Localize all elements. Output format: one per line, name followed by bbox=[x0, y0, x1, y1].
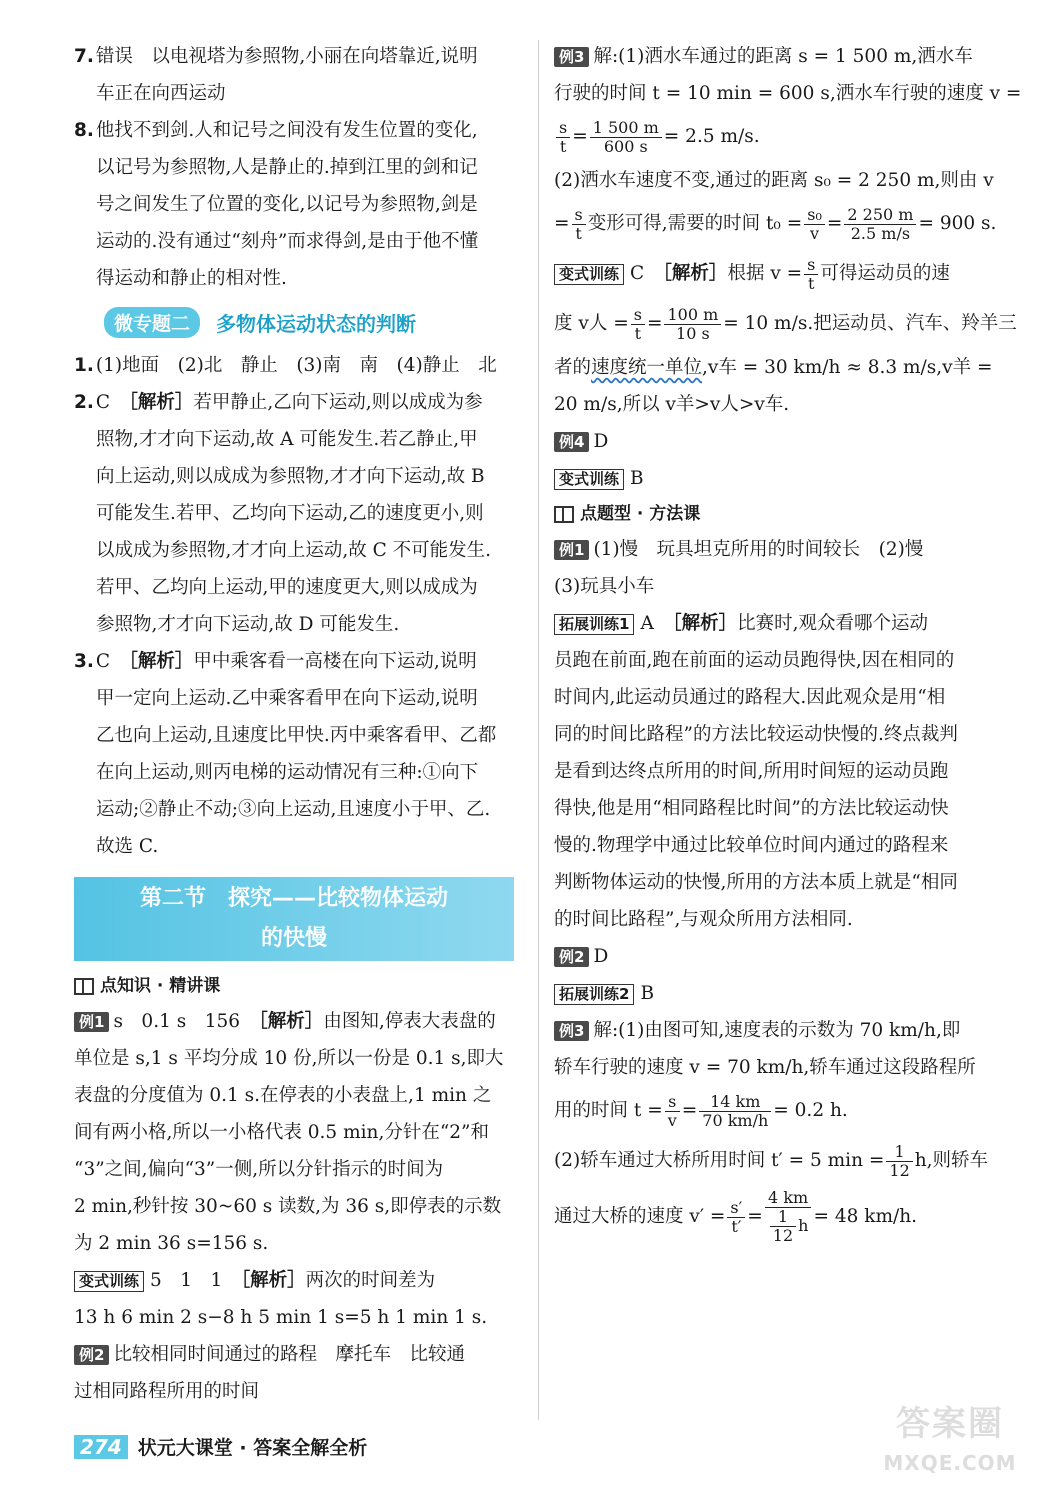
extension-training-tag: 拓展训练2 bbox=[554, 984, 634, 1005]
micro-topic-badge: 微专题二 bbox=[104, 307, 200, 338]
example-tag: 例1 bbox=[74, 1012, 109, 1032]
fraction: $\frac{s}{t}$ bbox=[556, 119, 570, 156]
book-icon bbox=[554, 506, 574, 523]
example-tag: 例3 bbox=[554, 1021, 589, 1041]
ext1-line7: 慢的.物理学中通过比较单位时间内通过的路程来 bbox=[554, 835, 949, 856]
q8-line5: 得运动和静止的相对性. bbox=[96, 268, 287, 289]
fraction: $\frac{s}{t}$ bbox=[631, 306, 645, 343]
extension-training-tag: 拓展训练1 bbox=[554, 614, 634, 635]
fraction: $\frac{1 500 m}{600 s}$ bbox=[590, 119, 662, 156]
ext1-line6: 得快,他是用“相同路程比时间”的方法比较运动快 bbox=[554, 798, 949, 819]
fraction: $\frac{s}{v}$ bbox=[665, 1093, 680, 1130]
m2-number: 2. bbox=[74, 392, 94, 413]
var2-line4: 20 m/s,所以 v羊>v人>v车. bbox=[554, 394, 790, 415]
micro-topic-heading bbox=[104, 305, 524, 339]
t1-line1: 例1 (1)慢 玩具坦克所用的时间较长 (2)慢 bbox=[554, 531, 1006, 568]
ext1-line9: 的时间比路程”,与观众所用方法相同. bbox=[554, 909, 853, 930]
m3-line2: 甲一定向上运动.乙中乘客看甲在向下运动,说明 bbox=[96, 688, 478, 709]
m3-line1: 3. C ［解析］甲中乘客看一高楼在向下运动,说明 bbox=[74, 651, 477, 672]
q8-line2: 以记号为参照物,人是静止的.掉到江里的剑和记 bbox=[96, 157, 478, 178]
q8-number: 8. bbox=[74, 120, 94, 141]
m2-line5: 以成成为参照物,才才向上运动,故 C 不可能发生. bbox=[96, 540, 492, 561]
m2-line3: 向上运动,则以成成为参照物,才才向下运动,故 B bbox=[96, 466, 485, 487]
m3-number: 3. bbox=[74, 651, 94, 672]
m2-line2: 照物,才才向下运动,故 A 可能发生.若乙静止,甲 bbox=[96, 429, 478, 450]
m3-line3: 乙也向上运动,且速度比甲快.丙中乘客看甲、乙都 bbox=[96, 725, 497, 746]
book-icon bbox=[74, 978, 94, 995]
variant-training-tag: 变式训练 bbox=[554, 264, 624, 285]
book-title: 状元大课堂 · 答案全解全析 bbox=[137, 1437, 368, 1459]
section-title-line1: 第二节 探究——比较物体运动 bbox=[139, 886, 448, 911]
fraction: $\frac{14 km}{70 km/h}$ bbox=[699, 1093, 771, 1130]
ext1-line5: 是看到达终点所用的时间,所用时间短的运动员跑 bbox=[554, 761, 949, 782]
t3-line5: 通过大桥的速度 v′ = $\frac{s'}{t'}$ = 4 km $\frac{1}{12}$ h = 48 km/h. bbox=[554, 1188, 918, 1245]
var2-line1: 变式训练 C ［解析］根据 v = $\frac{s}{t}$ 可得运动员的速 bbox=[554, 249, 1006, 299]
ex3-line3: $\frac{s}{t}$ = $\frac{1 500 m}{600 s}$ = 2.5 m/s. bbox=[554, 112, 1006, 162]
m2-line7: 参照物,才才向下运动,故 D 可能发生. bbox=[96, 614, 400, 635]
compound-fraction: 4 km $\frac{1}{12}$ h bbox=[765, 1189, 812, 1245]
var2-line3: 者的速度统一单位,v车 = 30 km/h ≈ 8.3 m/s,v羊 = bbox=[554, 357, 993, 378]
example-tag: 例1 bbox=[554, 540, 589, 560]
watermark-url: MXQE.COM bbox=[883, 1451, 1017, 1475]
example-tag: 例2 bbox=[74, 1345, 109, 1365]
var1-line1: 变式训练 5 1 1 ［解析］两次的时间差为 bbox=[74, 1262, 524, 1299]
fraction: $\frac{2 250 m}{2.5 m/s}$ bbox=[844, 206, 916, 243]
variant-training-tag: 变式训练 bbox=[74, 1271, 144, 1292]
wavy-underlined-text: 速度统一单位 bbox=[591, 357, 703, 378]
var1-line2: 13 h 6 min 2 s−8 h 5 min 1 s=5 h 1 min 1 s. bbox=[74, 1307, 488, 1328]
ex3-line5: = $\frac{s}{t}$ 变形可得,需要的时间 t₀ = $\frac{\text{s₀}}{v}$ = $\frac{2 250 m}{2.5 m/s}$ = 900 s. bbox=[554, 204, 997, 243]
ex1-line6: 2 min,秒针按 30~60 s 读数,为 36 s,即停表的示数 bbox=[74, 1196, 502, 1217]
ex2-line1: 例2 比较相同时间通过的路程 摩托车 比较通 bbox=[74, 1336, 524, 1373]
ext1-line4: 同的时间比路程”的方法比较运动快慢的.终点裁判 bbox=[554, 724, 958, 745]
example-tag: 例4 bbox=[554, 432, 589, 452]
fraction: $\frac{100 m}{10 s}$ bbox=[664, 306, 721, 343]
ex2-line2: 过相同路程所用的时间 bbox=[74, 1381, 260, 1402]
m3-line6: 故选 C. bbox=[96, 836, 159, 857]
q8-line4: 运动的.没有通过“刻舟”而求得剑,是由于他不懂 bbox=[96, 231, 479, 252]
ex1-line5: “3”之间,偏向“3”一侧,所以分针指示的时间为 bbox=[74, 1159, 444, 1180]
column-divider bbox=[538, 40, 539, 1420]
m2-line1: 2. C ［解析］若甲静止,乙向下运动,则以成成为参 bbox=[74, 392, 483, 413]
q7-line1: 7. 错误 以电视塔为参照物,小丽在向塔靠近,说明 bbox=[74, 46, 478, 67]
ex1-line2: 单位是 s,1 s 平均分成 10 份,所以一份是 0.1 s,即大 bbox=[74, 1048, 504, 1069]
m1-number: 1. bbox=[74, 355, 94, 376]
m3-line4: 在向上运动,则丙电梯的运动情况有三种:①向下 bbox=[96, 762, 479, 783]
sub-heading-knowledge: 点知识 · 精讲课 bbox=[74, 969, 524, 1003]
page-number: 274 bbox=[74, 1435, 128, 1459]
analysis-tag: ［解析］ bbox=[662, 263, 728, 284]
analysis-tag: ［解析］ bbox=[128, 651, 194, 672]
analysis-tag: ［解析］ bbox=[240, 1270, 306, 1291]
fraction: $\frac{1}{12}$ bbox=[770, 1208, 796, 1245]
fraction: $\frac{\text{s₀}}{v}$ bbox=[804, 206, 825, 243]
analysis-tag: ［解析］ bbox=[672, 613, 738, 634]
ext2-line: 拓展训练2 B bbox=[554, 975, 1006, 1012]
ex1-line7: 为 2 min 36 s=156 s. bbox=[74, 1233, 269, 1254]
q7-line2: 车正在向西运动 bbox=[96, 83, 226, 104]
m3-line5: 运动;②静止不动;③向上运动,且速度小于甲、乙. bbox=[96, 799, 491, 820]
right-column bbox=[554, 38, 1022, 1248]
ext1-line1: 拓展训练1 A ［解析］比赛时,观众看哪个运动 bbox=[554, 605, 1006, 642]
ext1-line3: 时间内,此运动员通过的路程大.因此观众是用“相 bbox=[554, 687, 946, 708]
watermark-logo bbox=[870, 1400, 1030, 1490]
m2-line4: 可能发生.若甲、乙均向下运动,乙的速度更小,则 bbox=[96, 503, 484, 524]
sub-heading-method: 点题型 · 方法课 bbox=[554, 497, 1006, 531]
m1-line: 1. (1)地面 (2)北 静止 (3)南 南 (4)静止 北 bbox=[74, 355, 497, 376]
example-tag: 例3 bbox=[554, 47, 589, 67]
t3-line3: 用的时间 t = $\frac{s}{v}$ = $\frac{14 km}{70 km/h}$ = 0.2 h. bbox=[554, 1091, 848, 1130]
ex1-line4: 间有两小格,所以一小格代表 0.5 min,分针在“2”和 bbox=[74, 1122, 490, 1143]
fraction: $\frac{s'}{t'}$ bbox=[727, 1199, 745, 1236]
q8-line3: 号之间发生了位置的变化,以记号为参照物,剑是 bbox=[96, 194, 478, 215]
variant-training-tag: 变式训练 bbox=[554, 469, 624, 490]
t1-line2: (3)玩具小车 bbox=[554, 576, 655, 597]
ex3-line2: 行驶的时间 t = 10 min = 600 s,洒水车行驶的速度 v = bbox=[554, 83, 1022, 104]
watermark-mark: 答案圈 bbox=[896, 1404, 1004, 1444]
analysis-tag: ［解析］ bbox=[128, 392, 194, 413]
t3-line4: (2)轿车通过大桥所用时间 t′ = 5 min = $\frac{1}{12}$ h,则轿车 bbox=[554, 1141, 989, 1180]
ext1-line8: 判断物体运动的快慢,所用的方法本质上就是“相同 bbox=[554, 872, 958, 893]
t3-line1: 例3 解:(1)由图可知,速度表的示数为 70 km/h,即 bbox=[554, 1012, 1006, 1049]
analysis-tag: ［解析］ bbox=[258, 1011, 324, 1032]
ex4-line: 例4 D bbox=[554, 423, 1006, 460]
fraction: $\frac{1}{12}$ bbox=[886, 1143, 912, 1180]
fraction: $\frac{s}{t}$ bbox=[572, 206, 586, 243]
q8-line1: 8. 他找不到剑.人和记号之间没有发生位置的变化, bbox=[74, 120, 478, 141]
ex3-line1: 例3 解:(1)洒水车通过的距离 s = 1 500 m,洒水车 bbox=[554, 38, 1006, 75]
q7-number: 7. bbox=[74, 46, 94, 67]
left-column bbox=[74, 38, 524, 1410]
var3-line: 变式训练 B bbox=[554, 460, 1006, 497]
section-banner bbox=[74, 877, 514, 961]
section-title-line2: 的快慢 bbox=[260, 926, 327, 951]
t3-line2: 轿车行驶的速度 v = 70 km/h,轿车通过这段路程所 bbox=[554, 1057, 976, 1078]
page-footer bbox=[74, 1433, 367, 1460]
ex1-line1: 例1 s 0.1 s 156 ［解析］由图知,停表大表盘的 bbox=[74, 1003, 524, 1040]
var2-line2: 度 v人 = $\frac{s}{t}$ = $\frac{100 m}{10 s}$ = 10 m/s.把运动员、汽车、羚羊三 bbox=[554, 304, 1017, 343]
fraction: $\frac{s}{t}$ bbox=[804, 256, 818, 293]
micro-topic-title: 多物体运动状态的判断 bbox=[216, 311, 417, 336]
ex1-line3: 表盘的分度值为 0.1 s.在停表的小表盘上,1 min 之 bbox=[74, 1085, 492, 1106]
ext1-line2: 员跑在前面,跑在前面的运动员跑得快,因在相同的 bbox=[554, 650, 955, 671]
example-tag: 例2 bbox=[554, 947, 589, 967]
ex3-line4: (2)洒水车速度不变,通过的距离 s₀ = 2 250 m,则由 v bbox=[554, 170, 994, 191]
t2-line: 例2 D bbox=[554, 938, 1006, 975]
m2-line6: 若甲、乙均向上运动,甲的速度更大,则以成成为 bbox=[96, 577, 478, 598]
